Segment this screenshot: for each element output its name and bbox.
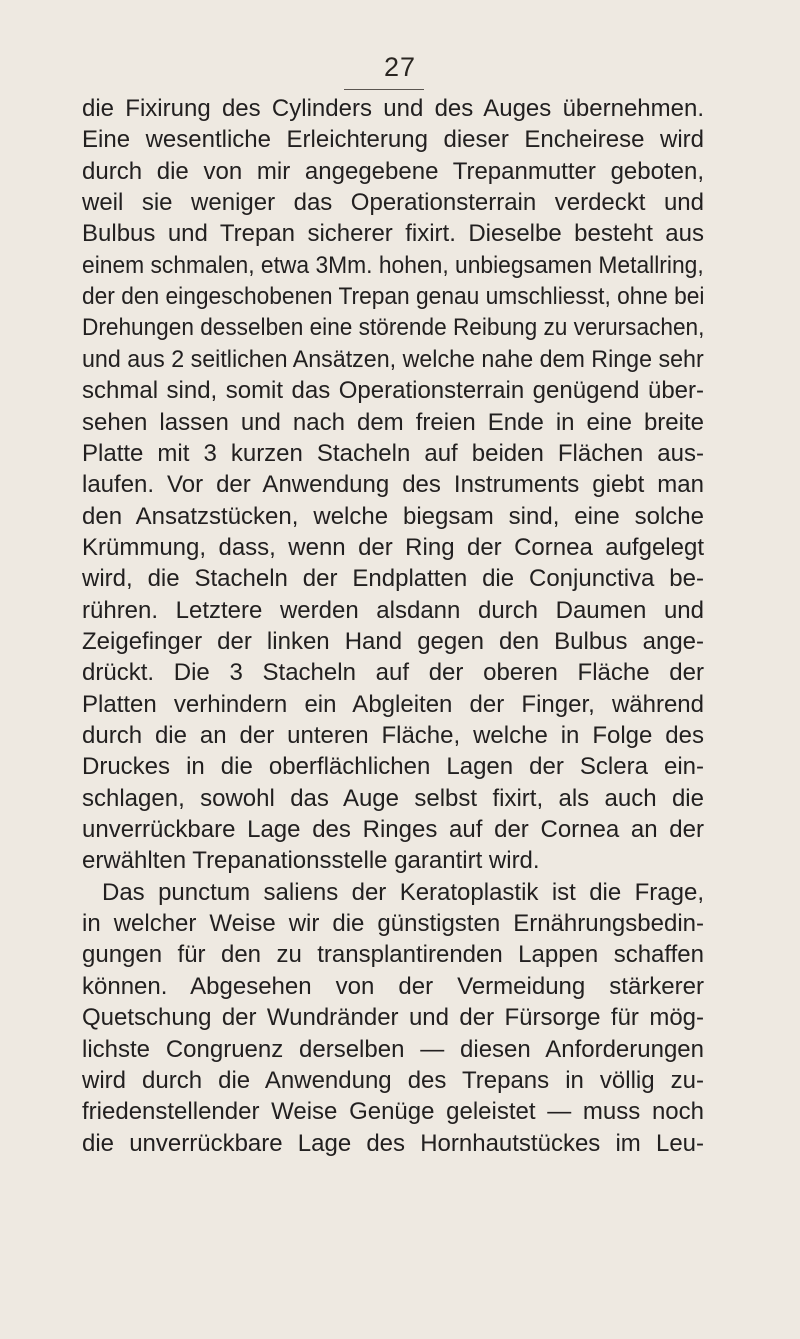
text-line: können. Abgesehen von der Vermeidung stärkerer xyxy=(82,972,704,1000)
text-line: die unverrückbare Lage des Hornhautstückes im Leu- xyxy=(82,1129,704,1157)
text-line: laufen. Vor der Anwendung des Instruments giebt man xyxy=(82,471,704,499)
text-line: Quetschung der Wundränder und der Fürsorge für mög- xyxy=(82,1004,704,1032)
page-number: 27 xyxy=(383,52,417,82)
text-line: und aus 2 seitlichen Ansätzen, welche nahe dem Ringe sehr xyxy=(82,345,704,373)
page-number-rule xyxy=(344,89,424,90)
text-line: Bulbus und Trepan sicherer fixirt. Dieselbe besteht aus xyxy=(82,220,704,248)
text-line: Drehungen desselben eine störende Reibung zu verursachen, xyxy=(82,314,705,342)
text-line: Krümmung, dass, wenn der Ring der Cornea aufgelegt xyxy=(82,533,704,561)
text-line: Druckes in die oberflächlichen Lagen der Sclera ein- xyxy=(82,753,704,781)
text-line: erwählten Trepanationsstelle garantirt wird. xyxy=(82,847,540,875)
text-line: Platten verhindern ein Abgleiten der Finger, während xyxy=(82,690,704,718)
text-line: den Ansatzstücken, welche biegsam sind, eine solche xyxy=(82,502,704,530)
text-line: Zeigefinger der linken Hand gegen den Bulbus ange- xyxy=(82,627,704,655)
text-line: drückt. Die 3 Stacheln auf der oberen Fläche der xyxy=(82,659,704,687)
text-line: durch die von mir angegebene Trepanmutter geboten, xyxy=(82,157,704,185)
text-line: Das punctum saliens der Keratoplastik ist die Frage, xyxy=(102,878,704,906)
text-line: die Fixirung des Cylinders und des Auges übernehmen. xyxy=(82,95,704,122)
text-line: durch die an der unteren Fläche, welche in Folge des xyxy=(82,722,704,749)
text-line: Eine wesentliche Erleichterung dieser Encheirese wird xyxy=(82,126,704,154)
text-line: wird durch die Anwendung des Trepans in völlig zu- xyxy=(82,1066,704,1094)
text-line: einem schmalen, etwa 3Mm. hohen, unbiegsamen Metallring, xyxy=(82,251,704,279)
text-line: lichste Congruenz derselben — diesen Anforderungen xyxy=(82,1035,704,1063)
text-line: unverrückbare Lage des Ringes auf der Cornea an der xyxy=(82,816,704,844)
text-line: in welcher Weise wir die günstigsten Ernährungsbedin- xyxy=(82,910,704,938)
text-line: wird, die Stacheln der Endplatten die Conjunctiva be- xyxy=(82,565,704,593)
text-line: Platte mit 3 kurzen Stacheln auf beiden Flächen aus- xyxy=(82,439,704,467)
text-line: gungen für den zu transplantirenden Lappen schaffen xyxy=(82,941,704,969)
text-line: weil sie weniger das Operationsterrain verdeckt und xyxy=(82,189,704,217)
text-line: sehen lassen und nach dem freien Ende in eine breite xyxy=(82,408,704,436)
text-line: der den eingeschobenen Trepan genau umschliesst, ohne bei xyxy=(82,283,705,311)
text-line: friedenstellender Weise Genüge geleistet — muss noch xyxy=(82,1098,704,1126)
text-line: rühren. Letztere werden alsdann durch Daumen und xyxy=(82,596,704,624)
text-line: schmal sind, somit das Operationsterrain genügend über- xyxy=(82,377,704,405)
text-line: schlagen, sowohl das Auge selbst fixirt, als auch die xyxy=(82,784,704,812)
